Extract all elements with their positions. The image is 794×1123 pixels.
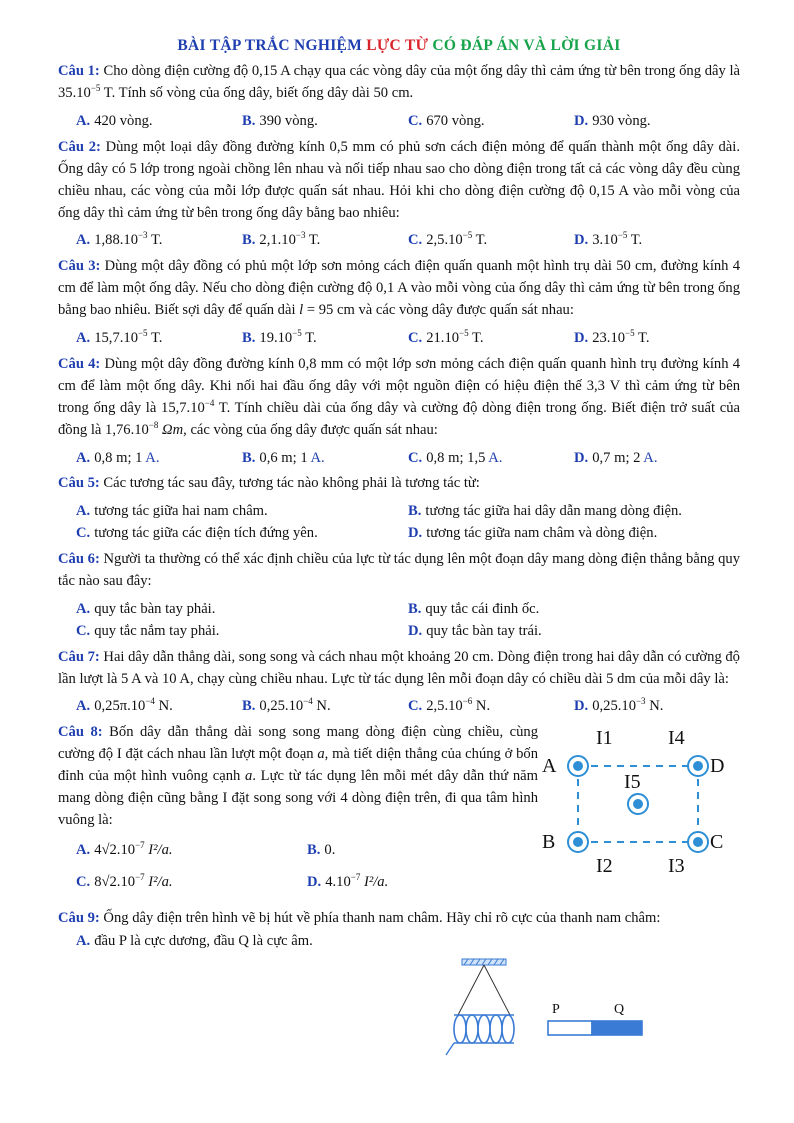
label-i3: I3 — [668, 855, 685, 878]
bar-magnet-left — [548, 1021, 592, 1035]
answer-list — [58, 111, 740, 133]
square-wires-figure — [538, 722, 738, 882]
answer-option-b[interactable]: B. 0. — [307, 841, 336, 858]
answer-option-d[interactable]: D. 0,7 m; 2 A. — [574, 449, 658, 466]
answer-option-d[interactable]: D. tương tác giữa nam châm và dòng điện. — [408, 525, 658, 542]
label-c: C — [710, 831, 724, 854]
answer-option-d[interactable]: D. 930 vòng. — [574, 113, 651, 130]
answer-option-b[interactable]: B. quy tắc cái đinh ốc. — [408, 600, 540, 617]
question-label: Câu 7: — [58, 648, 100, 665]
question-3: Câu 3: Dùng một dây đồng có phủ một lớp sơn mỏng cách điện quấn quanh một hình trụ dài 50 cm, đường kính 4 cm để làm một ống dây. Nếu cho dòng điện cường độ 0,1 A vào mỗi vòng của ống dây thì cảm ứng từ bên trong ống bằng bao nhiêu. Biết sợi dây để quấn dài l = 95 cm và các vòng dây được quấn sát nhau: A. $15,7.10^{-5}$ T. B. $19.10^{-5}$ T. C. $21.10^{-5}$ T. D. $23.10^{-5}$ T. — [58, 256, 740, 350]
answer-option-d[interactable]: D. $23.10^{-5}$ T. — [574, 328, 650, 347]
answer-option-d[interactable]: D. $0,25.10^{-3}$ N. — [574, 696, 664, 715]
answer-option-b[interactable]: B. $0,25.10^{-4}$ N. — [242, 696, 331, 715]
answer-option-a[interactable]: A. 420 vòng. — [76, 113, 153, 130]
label-i1: I1 — [596, 727, 613, 750]
page-title: BÀI TẬP TRẮC NGHIỆM LỰC TỪ CÓ ĐÁP ÁN VÀ LỜI GIẢI — [177, 37, 621, 54]
solenoid-magnet-figure — [58, 957, 740, 1067]
solenoid-coil — [454, 1015, 514, 1043]
square-wires-diagram — [538, 722, 738, 882]
question-label: Câu 2: — [58, 138, 101, 155]
question-label: Câu 6: — [58, 551, 100, 568]
question-5: Câu 5: Các tương tác sau đây, tương tác nào không phải là tương tác từ: A. tương tác giữa hai nam châm. B. tương tác giữa hai dây dẫn mang dòng điện. C. tương tác giữa các điện tích đứng yên. D. tương tác giữa nam châm và dòng điện. — [58, 473, 740, 545]
label-i5: I5 — [624, 771, 641, 794]
label-b: B — [542, 831, 556, 854]
question-1: Câu 1: Cho dòng điện cường độ 0,15 A chạy qua các vòng dây của một ống dây thì cảm ứng từ bên trong ống dây là $35.10^{-5}$ T. Tính số vòng của ống dây, biết ống dây dài 50 cm. A. 420 vòng. B. 390 vòng. C. 670 vòng. D. 930 vòng. — [58, 61, 740, 133]
question-label: Câu 1: — [58, 63, 100, 80]
answer-option-b[interactable]: B. tương tác giữa hai dây dẫn mang dòng điện. — [408, 503, 682, 520]
answer-option-c[interactable]: C. $8√2.10^{-7}$ I²/a. — [76, 871, 173, 890]
answer-option-c[interactable]: C. $21.10^{-5}$ T. — [408, 328, 484, 347]
answer-list — [58, 696, 740, 718]
answer-option-b[interactable]: B. 390 vòng. — [242, 113, 318, 130]
answer-option-d[interactable]: D. $4.10^{-7}$ I²/a. — [307, 871, 389, 890]
wire-a-dot — [573, 761, 583, 771]
bar-magnet-right — [592, 1021, 642, 1035]
answer-option-a[interactable]: A. tương tác giữa hai nam châm. — [76, 503, 268, 520]
answer-option-a[interactable]: A. 0,8 m; 1 A. — [76, 449, 160, 466]
question-2: Câu 2: Dùng một loại dây đồng đường kính 0,5 mm có phủ sơn cách điện mỏng để quấn thành một ống dây dài. Ống dây có 5 lớp trong ngoài chồng lên nhau và nối tiếp nhau sao cho dòng điện trong tất cả các vòng dây đều cùng chiều nhau, các vòng của mỗi lớp được quấn sát nhau. Hỏi khi cho dòng điện cường độ 0,15 A vào mỗi vòng của ống dây thì cảm ứng từ bên trong ống dây bằng bao nhiêu: A. $1,88.10^{-3}$ T. B. $2,1.10^{-3}$ T. C. $2,5.10^{-5}$ T. D. $3.10^{-5}$ T. — [58, 137, 740, 252]
answer-list — [58, 840, 538, 894]
hanging-string-right — [484, 965, 510, 1015]
label-d: D — [710, 755, 725, 778]
question-7: Câu 7: Hai dây dẫn thẳng dài, song song và cách nhau một khoảng 20 cm. Dòng điện trong hai dây dẫn có cường độ lần lượt là 5 A và 10 A, chạy cùng chiều nhau. Lực từ tác dụng lên mỗi đoạn dây có chiều dài 5 dm của mỗi dây là: A. $0,25\pi.10^{-4}$ N. B. $0,25.10^{-4}$ N. C. $2,5.10^{-6}$ N. D. $0,25.10^{-3}$ N. — [58, 647, 740, 719]
question-label: Câu 4: — [58, 355, 101, 372]
wire-d-dot — [693, 761, 703, 771]
answer-list — [58, 599, 740, 643]
label-i4: I4 — [668, 727, 685, 750]
answer-option-c[interactable]: C. tương tác giữa các điện tích đứng yên. — [76, 525, 318, 542]
answer-option-a[interactable]: A. đầu P là cực dương, đầu Q là cực âm. — [76, 933, 313, 950]
answer-option-c[interactable]: C. quy tắc nắm tay phải. — [76, 622, 220, 639]
question-9: Câu 9: Ống dây điện trên hình vẽ bị hút về phía thanh nam châm. Hãy chỉ rõ cực của thanh nam châm: A. đầu P là cực dương, đầu Q là cực âm. P Q — [58, 908, 740, 1068]
label-i2: I2 — [596, 855, 613, 878]
answer-option-d[interactable]: D. $3.10^{-5}$ T. — [574, 230, 643, 249]
solenoid-magnet-diagram — [58, 957, 740, 1067]
question-6: Câu 6: Người ta thường có thể xác định chiều của lực từ tác dụng lên một đoạn dây mang dòng điện thẳng bằng quy tắc nào sau đây: A. quy tắc bàn tay phải. B. quy tắc cái đinh ốc. C. quy tắc nắm tay phải. D. quy tắc bàn tay trái. — [58, 549, 740, 643]
magnet-pole-q-label: Q — [614, 1002, 625, 1018]
label-a: A — [542, 755, 557, 778]
answer-option-b[interactable]: B. 0,6 m; 1 A. — [242, 449, 325, 466]
answer-list — [58, 501, 740, 545]
wire-c-dot — [693, 837, 703, 847]
answer-option-c[interactable]: C. 0,8 m; 1,5 A. — [408, 449, 503, 466]
hanging-string-left — [458, 965, 484, 1015]
question-label: Câu 5: — [58, 475, 100, 492]
wire-b-dot — [573, 837, 583, 847]
document-page — [58, 34, 740, 1067]
answer-option-c[interactable]: C. 670 vòng. — [408, 113, 485, 130]
answer-list — [58, 328, 740, 350]
answer-list — [58, 230, 740, 252]
answer-option-a[interactable]: A. $15,7.10^{-5}$ T. — [76, 328, 163, 347]
answer-list — [58, 448, 740, 470]
answer-option-a[interactable]: A. $1,88.10^{-3}$ T. — [76, 230, 163, 249]
answer-option-c[interactable]: C. $2,5.10^{-5}$ T. — [408, 230, 488, 249]
answer-option-a[interactable]: A. $0,25\pi.10^{-4}$ N. — [76, 696, 173, 715]
question-label: Câu 9: — [58, 909, 100, 926]
question-8: Câu 8: Bốn dây dẫn thẳng dài song song mang dòng điện cùng chiều, cùng cường độ I đặt cách nhau lần lượt một đoạn a, mà tiết diện thẳng của chúng ở bốn đỉnh của một hình vuông cạnh a. Lực từ tác dụng lên mỗi mét dây dẫn thứ năm mang dòng điện cũng bằng I đặt song song với 4 dòng điện trên, đi qua tâm hình vuông là: A. $4√2.10^{-7}$ I²/a. B. 0. C. $8√2.10^{-7}$ I²/a. D. $4.10^{-7}$ I²/a. I1 I4 A D I5 B C I2 I3 — [58, 722, 740, 897]
question-label: Câu 8: — [58, 724, 103, 741]
question-label: Câu 3: — [58, 258, 101, 275]
answer-option-a[interactable]: A. $4√2.10^{-7}$ I²/a. — [76, 839, 173, 858]
wire-center-dot — [633, 799, 643, 809]
magnet-pole-p-label: P — [552, 1002, 560, 1018]
answer-option-c[interactable]: C. $2,5.10^{-6}$ N. — [408, 696, 491, 715]
answer-option-b[interactable]: B. $2,1.10^{-3}$ T. — [242, 230, 321, 249]
answer-list — [58, 931, 740, 953]
question-4: Câu 4: Dùng một dây đồng đường kính 0,8 mm có một lớp sơn mỏng cách điện quấn quanh hình trụ đường kính 4 cm để làm một ống dây. Khi nối hai đầu ống dây với một nguồn điện có hiệu điện thế 3,3 V thì cảm ứng từ bên trong ống dây là $15,7.10^{-4}$ T. Tính chiều dài của ống dây và cường độ dòng điện trong ống. Biết điện trở suất của đồng là $1,76.10^{-8}$ Ωm, các vòng của ống dây được quấn sát nhau: A. 0,8 m; 1 A. B. 0,6 m; 1 A. C. 0,8 m; 1,5 A. D. 0,7 m; 2 A. — [58, 354, 740, 469]
answer-option-a[interactable]: A. quy tắc bàn tay phải. — [76, 600, 216, 617]
answer-option-d[interactable]: D. quy tắc bàn tay trái. — [408, 622, 542, 639]
coil-lead — [446, 1043, 454, 1055]
answer-option-b[interactable]: B. $19.10^{-5}$ T. — [242, 328, 317, 347]
